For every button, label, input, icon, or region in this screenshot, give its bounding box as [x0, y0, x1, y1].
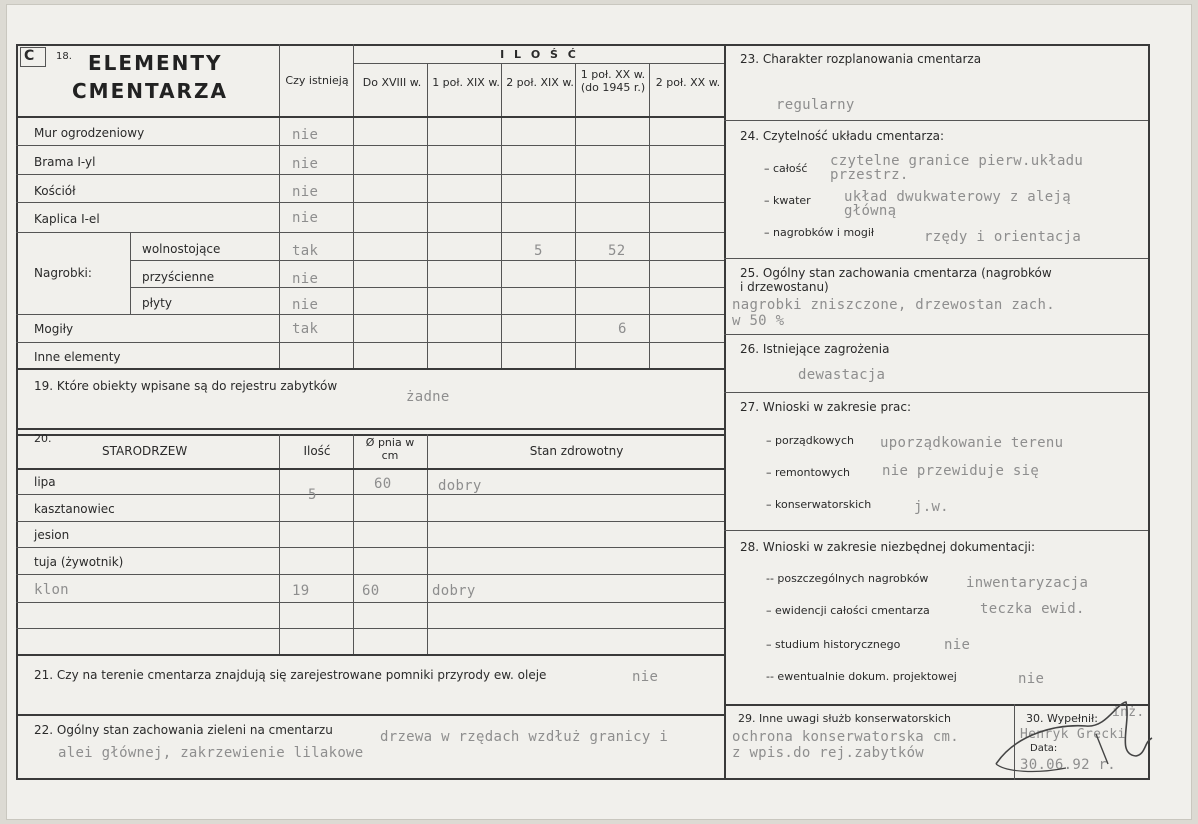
exists-mur: nie — [292, 127, 319, 143]
count-mogily-p4: 6 — [618, 321, 627, 337]
exists-plyty: nie — [292, 297, 319, 313]
rule — [130, 287, 724, 288]
q28-answer-ewidencji: teczka ewid. — [980, 601, 1085, 617]
q22-label: 22. Ogólny stan zachowania zieleni na cmentarzu — [34, 723, 333, 737]
q30-date-label: Data: — [1030, 743, 1058, 754]
rule — [16, 468, 726, 470]
q22-answer-line2: alei głównej, zakrzewienie lilakowe — [58, 745, 364, 761]
trees-col-count: Ilość — [303, 444, 331, 458]
section-title-line2: CMENTARZA — [72, 79, 228, 103]
trees-col-health: Stan zdrowotny — [529, 444, 624, 458]
q27-label-remontowe: – remontowych — [766, 466, 851, 479]
trees-section-number: 20. — [34, 432, 52, 445]
rule — [724, 258, 1148, 259]
q25-answer-1: nagrobki zniszczone, drzewostan zach. — [732, 297, 1055, 313]
q24-kwater-label: – kwater — [764, 194, 811, 207]
q27-answer-porzadkowe: uporządkowanie terenu — [880, 435, 1064, 451]
exists-kaplica: nie — [292, 210, 319, 226]
q24-label: 24. Czytelność układu cmentarza: — [740, 129, 945, 143]
row-label-plyty: płyty — [142, 296, 172, 310]
rule — [16, 602, 724, 603]
exists-kosciol: nie — [292, 184, 319, 200]
row-label-przyscienne: przyścienne — [142, 270, 215, 284]
q25-label-1: 25. Ogólny stan zachowania cmentarza (nagrobków — [740, 266, 1052, 280]
exists-brama: nie — [292, 156, 319, 172]
rule — [16, 232, 724, 233]
exists-wolnostojace: tak — [292, 243, 319, 259]
q29-answer-2: z wpis.do rej.zabytków — [732, 745, 925, 761]
row-label-kaplica: Kaplica I-el — [34, 212, 100, 226]
rule — [16, 342, 724, 343]
rule — [16, 628, 724, 629]
rule — [16, 202, 724, 203]
q28-label-ewidencji: – ewidencji całości cmentarza — [766, 604, 930, 617]
q22-answer-line1: drzewa w rzędach wzdłuż granicy i — [380, 729, 669, 745]
q19-answer: żadne — [406, 389, 450, 405]
tree-name-lipa: lipa — [34, 475, 56, 489]
period-header-2: 1 poł. XIX w. — [432, 76, 500, 89]
rule — [279, 44, 280, 370]
rule — [724, 530, 1148, 531]
rule — [16, 428, 726, 430]
rule — [724, 120, 1148, 121]
rule — [649, 63, 650, 370]
rule — [1148, 44, 1150, 780]
q28-label-studium: – studium historycznego — [766, 638, 901, 651]
rule — [16, 44, 18, 780]
row-label-kosciol: Kościół — [34, 184, 76, 198]
rule — [16, 521, 724, 522]
rule — [130, 260, 724, 261]
tree-name-jesion: jesion — [34, 528, 70, 542]
tree-name-kasztanowiec: kasztanowiec — [34, 502, 115, 516]
tree-count-klon: 19 — [292, 583, 310, 599]
rule — [724, 44, 726, 780]
q28-label-nagrobkow: -- poszczególnych nagrobków — [766, 572, 929, 585]
rule — [45, 47, 46, 67]
exists-mogily: tak — [292, 321, 319, 337]
count-wolnostojace-p4: 52 — [608, 243, 626, 259]
rule — [575, 63, 576, 370]
rule — [16, 494, 724, 495]
tree-health-klon: dobry — [432, 583, 476, 599]
row-label-brama: Brama I-yl — [34, 155, 96, 169]
q24-nagrobkow-label: – nagrobków i mogił — [764, 226, 875, 239]
count-wolnostojace-p3: 5 — [534, 243, 543, 259]
period-header-3: 2 poł. XIX w. — [506, 76, 574, 89]
q30-label: 30. Wypełnił: — [1026, 712, 1098, 725]
q25-answer-2: w 50 % — [732, 313, 785, 329]
period-header-5: 2 poł. XX w. — [655, 76, 721, 89]
rule — [16, 44, 726, 46]
tree-name-klon: klon — [34, 582, 69, 598]
q29-answer-1: ochrona konserwatorska cm. — [732, 729, 959, 745]
q27-answer-konserwatorskie: j.w. — [914, 499, 949, 515]
row-label-nagrobki: Nagrobki: — [34, 266, 92, 280]
q29-label: 29. Inne uwagi służb konserwatorskich — [738, 712, 951, 725]
q30-name-2: Henryk Grecki — [1020, 727, 1126, 742]
exists-przyscienne: nie — [292, 271, 319, 287]
trees-col-diam: Ø pnia w cm — [365, 436, 415, 462]
q30-name-1: inż. — [1112, 705, 1145, 720]
trees-title: STARODRZEW — [102, 444, 188, 458]
rule — [353, 63, 724, 64]
q21-answer: nie — [632, 669, 659, 685]
q24-calosc-label: – całość — [764, 162, 808, 175]
tree-diam-lipa: 60 — [374, 476, 392, 492]
period-header-1: Do XVIII w. — [362, 76, 422, 89]
tree-diam-klon: 60 — [362, 583, 380, 599]
rule — [16, 574, 724, 575]
q28-label-projektowej: -- ewentualnie dokum. projektowej — [766, 670, 957, 683]
q26-answer: dewastacja — [798, 367, 886, 383]
rule — [16, 368, 726, 370]
rule — [16, 116, 726, 118]
q24-kwater-answer-1: układ dwukwaterowy z aleją — [844, 189, 1071, 205]
q27-label: 27. Wnioski w zakresie prac: — [740, 400, 912, 414]
rule — [16, 547, 724, 548]
tree-count-lipa: 5 — [308, 487, 317, 503]
q28-label: 28. Wnioski w zakresie niezbędnej dokumentacji: — [740, 540, 1036, 554]
inventory-card — [6, 4, 1192, 820]
q27-label-porzadkowe: – porządkowych — [766, 434, 854, 447]
section-letter: C — [24, 48, 35, 64]
q24-kwater-answer-2: główną — [844, 203, 897, 219]
q23-label: 23. Charakter rozplanowania cmentarza — [740, 52, 982, 66]
rule — [16, 174, 724, 175]
rule — [353, 44, 354, 370]
q24-calosc-answer-1: czytelne granice pierw.układu — [830, 153, 1084, 169]
row-label-wolnostojace: wolnostojące — [142, 242, 221, 256]
rule — [16, 145, 724, 146]
rule — [427, 63, 428, 370]
ilosc-header: I L O Ś Ć — [500, 48, 579, 61]
row-label-mur: Mur ogrodzeniowy — [34, 126, 145, 140]
q24-calosc-answer-2: przestrz. — [830, 167, 909, 183]
q26-label: 26. Istniejące zagrożenia — [740, 342, 890, 356]
rule — [724, 44, 1150, 46]
tree-health-lipa: dobry — [438, 478, 482, 494]
rule — [20, 66, 46, 67]
q28-answer-studium: nie — [944, 637, 971, 653]
rule — [130, 232, 131, 315]
section-title-line1: ELEMENTY — [88, 51, 223, 75]
q28-answer-projektowej: nie — [1018, 671, 1045, 687]
rule — [16, 714, 726, 716]
q28-answer-nagrobkow: inwentaryzacja — [966, 575, 1089, 591]
q21-label: 21. Czy na terenie cmentarza znajdują się zarejestrowane pomniki przyrody ew. oleje — [34, 668, 547, 682]
period-header-4: 1 poł. XX w. (do 1945 r.) — [580, 68, 646, 94]
rule — [724, 334, 1148, 335]
q30-date: 30.06.92 r. — [1020, 757, 1117, 773]
q25-label-2: i drzewostanu) — [740, 280, 829, 294]
rule — [16, 654, 726, 656]
tree-name-tuja: tuja (żywotnik) — [34, 555, 124, 569]
row-label-mogily: Mogiły — [34, 322, 74, 336]
q23-answer: regularny — [776, 97, 855, 113]
q27-answer-remontowe: nie przewiduje się — [882, 463, 1040, 479]
rule — [724, 392, 1148, 393]
rule — [16, 314, 724, 315]
rule — [501, 63, 502, 370]
rule — [20, 47, 21, 67]
q27-label-konserwatorskie: – konserwatorskich — [766, 498, 872, 511]
signature — [976, 694, 1166, 784]
q19-label: 19. Które obiekty wpisane są do rejestru zabytków — [34, 379, 338, 393]
section-number: 18. — [56, 51, 72, 62]
q24-nagrobkow-answer: rzędy i orientacja — [924, 229, 1082, 245]
col-exists-header: Czy istnieją — [285, 74, 349, 87]
row-label-inne: Inne elementy — [34, 350, 121, 364]
